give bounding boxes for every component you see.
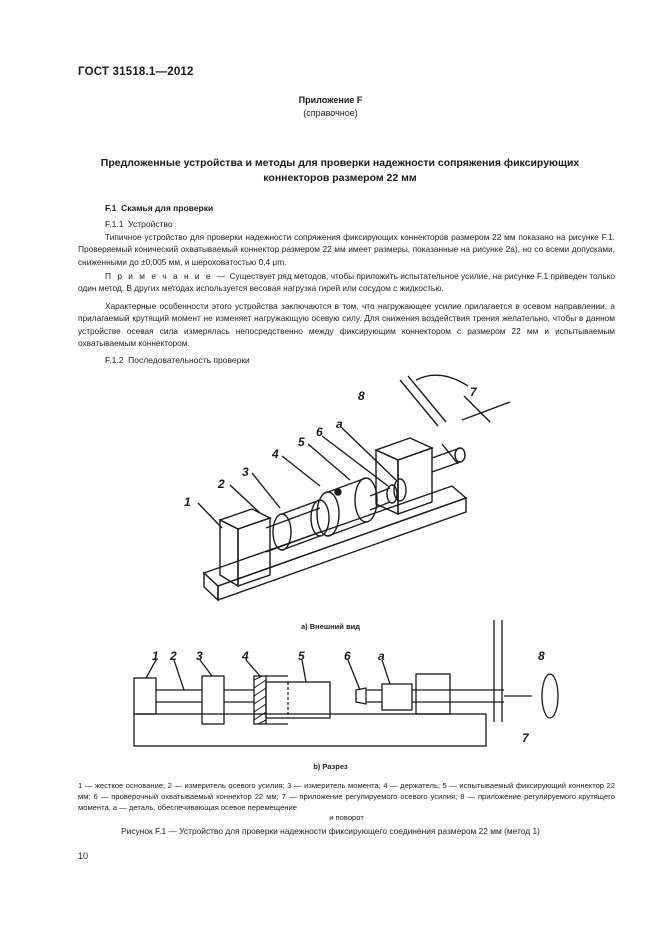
right-block-side xyxy=(376,450,398,514)
left-block-side xyxy=(220,520,238,586)
label-b4: 4 xyxy=(242,649,249,663)
paragraph-features xyxy=(78,300,615,350)
section-part-a xyxy=(382,684,412,710)
label-3: 3 xyxy=(242,465,249,479)
torque-arrow-8 xyxy=(416,375,468,386)
section-base xyxy=(134,714,486,746)
handle-rod xyxy=(400,376,446,426)
leader-b5 xyxy=(302,660,306,682)
section-torque-8 xyxy=(542,674,558,718)
label-6: 6 xyxy=(316,425,323,439)
base-plate-front xyxy=(218,498,466,600)
label-1: 1 xyxy=(184,495,191,509)
label-b7: 7 xyxy=(522,731,529,745)
section-meter-3 xyxy=(202,676,224,724)
section-shaft-2 xyxy=(156,690,202,702)
leader-5 xyxy=(308,444,350,480)
document-title-line2: коннекторов размером 22 мм xyxy=(263,172,417,184)
section-right-block xyxy=(416,674,450,714)
subsection-label: F.1.1 xyxy=(105,219,124,229)
page-number: 10 xyxy=(78,851,89,861)
section-holder-4-body xyxy=(266,676,288,724)
leader-4 xyxy=(282,456,320,486)
appendix-title: Приложение F xyxy=(298,95,363,105)
base-plate-top xyxy=(204,486,466,586)
label-5: 5 xyxy=(298,435,305,449)
paragraph-device-text: Типичное устройство для проверки надежности сопряжения фиксирующих коннекторов размером 22 мм показано на рисунке F.1. Проверяемый конический охватываемый коннектор размером 22 мм имеет размеры, показанные на рисунке 2а), но со всеми допусками, сниженными до ±0,005 мм, и шероховатостью 0,4 μm. xyxy=(78,232,615,267)
section-block-1 xyxy=(134,678,156,714)
label-b5: 5 xyxy=(298,649,305,663)
figure-legend-line1: 1 — жесткое основание; 2 — измеритель осевого усилия; 3 — измеритель момента; 4 — держатель; 5 — испытываемый фиксирующий коннектор 22 мм; 6 — проверочный охватываемый коннектор 22 мм; 7 — приложение регулируемого осевого усилия; 8 — приложение регулируемого крутящего момента, a — деталь, обеспечивающая осевое перемещение xyxy=(78,781,615,812)
paragraph-features-text: Характерные особенности этого устройства заключаются в том, что нагружающее усилие прилагается в осевом направлении, а прилагаемый крутящий момент не изменяет нагружающую осевую силу. Для снижения воздействия трения желательно, чтобы в данном устройстве осевая сила измерялась непосредственно между фиксирующим коннектором с размером 22 мм и испытываемым охватываемым коннектором. xyxy=(78,301,615,349)
leader-6 xyxy=(322,436,388,486)
subsection-title: Устройство xyxy=(128,219,173,229)
section-title: Скамья для проверки xyxy=(121,203,214,213)
figure-legend-line2: и поворот xyxy=(329,813,364,823)
label-a: a xyxy=(336,417,343,431)
right-shaft-end xyxy=(455,448,465,462)
subsection-title: Последовательность проверки xyxy=(128,355,250,365)
label-b6: 6 xyxy=(344,649,351,663)
label-b2: 2 xyxy=(170,649,177,663)
caption-external-view: a) Внешний вид xyxy=(301,622,360,631)
cylinder-3-left xyxy=(273,514,291,550)
appendix-subtitle: (справочное) xyxy=(303,108,358,118)
section-heading-f1 xyxy=(105,203,213,213)
label-2: 2 xyxy=(218,477,225,491)
leader-3 xyxy=(252,473,280,508)
section-connector-5 xyxy=(266,682,330,718)
note-block xyxy=(78,270,615,295)
section-label: F.1 xyxy=(105,203,117,213)
label-ba: a xyxy=(378,649,385,663)
label-b8: 8 xyxy=(538,649,545,663)
caption-section-view: b) Разрез xyxy=(313,762,348,771)
section-right-shaft xyxy=(412,690,504,702)
subsection-heading-f12 xyxy=(105,355,250,365)
leader-ba xyxy=(382,660,390,684)
document-title-line1: Предложенные устройства и методы для проверки надежности сопряжения фиксирующих xyxy=(100,157,580,169)
leader-b6 xyxy=(348,660,360,690)
base-plate-side xyxy=(204,573,218,600)
right-block-top xyxy=(376,438,432,460)
figure-title: Рисунок F.1 — Устройство для проверки надежности фиксирующего соединения размером 22 мм (метод 1) xyxy=(121,826,540,836)
leader-b2 xyxy=(174,660,184,690)
label-7: 7 xyxy=(470,385,477,399)
document-header: ГОСТ 31518.1—2012 xyxy=(78,66,194,78)
section-handle xyxy=(494,620,502,722)
section-connector-6 xyxy=(356,688,366,704)
figure-external-view xyxy=(170,368,530,623)
section-hatching xyxy=(254,676,266,724)
subsection-label: F.1.2 xyxy=(105,355,124,365)
document-title xyxy=(60,156,620,186)
note-paragraph xyxy=(78,270,615,295)
note-label: П р и м е ч а н и е — xyxy=(105,271,228,281)
connector-6 xyxy=(387,485,397,503)
figure-legend xyxy=(78,781,615,824)
leader-2 xyxy=(230,485,260,513)
section-part-a-shaft xyxy=(366,690,382,702)
label-b1: 1 xyxy=(152,649,159,663)
cylinder-3-body xyxy=(282,500,320,550)
note-text: Существует ряд методов, чтобы приложить испытательное усилие, на рисунке F.1 приведен только один метод. В других методах используется весовая нагрузка гирей или сосудом с жидкостью. xyxy=(78,271,615,294)
holder-screw xyxy=(335,489,341,495)
holder-4-right xyxy=(355,478,377,522)
paragraph-device xyxy=(78,231,615,268)
label-8: 8 xyxy=(358,389,365,403)
figure-section-view xyxy=(120,618,580,758)
label-b3: 3 xyxy=(196,649,203,663)
section-shaft-3 xyxy=(224,690,254,702)
leader-1 xyxy=(198,503,222,528)
label-4: 4 xyxy=(272,447,279,461)
subsection-heading-f11 xyxy=(105,219,173,229)
